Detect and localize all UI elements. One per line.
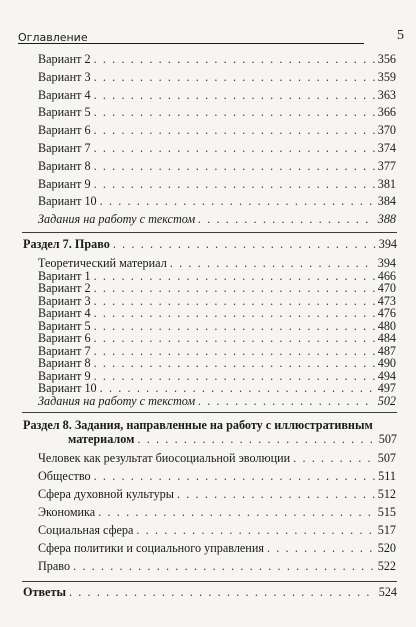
toc-entry: [38, 70, 396, 85]
page-number: 5: [397, 28, 404, 43]
toc-entry-page: 384: [377, 194, 396, 208]
toc-entry-label: Вариант 7: [38, 141, 91, 155]
toc-entry-label: Вариант 9: [38, 177, 91, 191]
leader-dots: [73, 559, 375, 574]
toc-entry-text-tasks: [38, 394, 396, 409]
toc-entry-page: 497: [377, 381, 396, 395]
toc-entry-page: 377: [377, 159, 396, 173]
leader-dots: [94, 70, 375, 85]
toc-entry-label: Вариант 10: [38, 381, 97, 395]
toc-entry: [38, 194, 396, 209]
answers-heading: [23, 585, 397, 600]
toc-entry: [38, 123, 396, 138]
toc-entry-page: 370: [377, 123, 396, 137]
leader-dots: [94, 88, 375, 103]
toc-entry-page: 466: [377, 269, 396, 283]
toc-entry-page: 520: [377, 541, 396, 555]
toc-entry-label: Социальная сфера: [38, 523, 134, 537]
toc-entry-label: Вариант 5: [38, 319, 91, 333]
toc-entry-page: 394: [377, 256, 396, 270]
section-page: 507: [378, 432, 397, 446]
toc-entry-label: Вариант 2: [38, 281, 91, 295]
toc-entry-page: 366: [377, 105, 396, 119]
section-8-heading-cont: [68, 432, 397, 447]
toc-entry-label: Вариант 3: [38, 70, 91, 84]
toc-entry-label: Теоретический материал: [38, 256, 167, 270]
leader-dots: [94, 105, 375, 120]
toc-entry-label: Сфера духовной культуры: [38, 487, 174, 501]
leader-dots: [98, 505, 375, 520]
toc-entry: [38, 469, 396, 484]
toc-entry-label: Вариант 7: [38, 344, 91, 358]
leader-dots: [198, 394, 375, 409]
leader-dots: [198, 212, 375, 227]
toc-entry-label: Вариант 4: [38, 306, 91, 320]
toc-entry-page: 487: [377, 344, 396, 358]
section-8-heading: [23, 418, 397, 433]
section-title: Раздел 8. Задания, направленные на работу с иллюстративным: [23, 418, 373, 432]
toc-entry: [38, 88, 396, 103]
toc-entry-label: Вариант 5: [38, 105, 91, 119]
leader-dots: [94, 141, 375, 156]
running-head-title: Оглавление: [18, 31, 88, 44]
leader-dots: [267, 541, 375, 556]
toc-entry-label: Вариант 6: [38, 331, 91, 345]
toc-entry: [38, 541, 396, 556]
toc-entry-label: Общество: [38, 469, 91, 483]
toc-entry: [38, 559, 396, 574]
toc-entry-label: Вариант 3: [38, 294, 91, 308]
toc-entry-label: Вариант 2: [38, 52, 91, 66]
toc-entry-page: 507: [377, 451, 396, 465]
section-page: 394: [378, 237, 397, 251]
toc-entry-page: 511: [378, 469, 396, 483]
toc-entry: [38, 177, 396, 192]
toc-entry-label: Вариант 10: [38, 194, 97, 208]
toc-entry-label: Вариант 4: [38, 88, 91, 102]
toc-entry: [38, 105, 396, 120]
toc-entry: [38, 451, 396, 466]
leader-dots: [293, 451, 375, 466]
toc-entry-page: 522: [377, 559, 396, 573]
toc-entry-page: 490: [377, 356, 396, 370]
toc-entry-page: 470: [377, 281, 396, 295]
toc-entry: [38, 141, 396, 156]
section-title: Ответы: [23, 585, 66, 599]
toc-entry-label: Задания на работу с текстом: [38, 394, 196, 408]
toc-entry-label: Вариант 1: [38, 269, 91, 283]
leader-dots: [94, 159, 375, 174]
leader-dots: [136, 523, 374, 538]
toc-entry-page: 374: [377, 141, 396, 155]
leader-dots: [94, 123, 375, 138]
leader-dots: [94, 52, 375, 67]
section-divider: [22, 581, 397, 582]
toc-entry-label: Экономика: [38, 505, 96, 519]
toc-entry-page: 480: [377, 319, 396, 333]
toc-entry-page: 517: [377, 523, 396, 537]
header-rule: [18, 43, 364, 44]
toc-entry: [38, 523, 396, 538]
toc-entry-label: Человек как результат биосоциальной эволюции: [38, 451, 291, 465]
section-page: 524: [378, 585, 397, 599]
toc-entry-page: 388: [377, 212, 396, 226]
leader-dots: [177, 487, 375, 502]
toc-entry-page: 484: [377, 331, 396, 345]
toc-entry-page: 515: [377, 505, 396, 519]
toc-entry-label: Сфера политики и социального управления: [38, 541, 264, 555]
toc-entry: [38, 505, 396, 520]
leader-dots: [113, 237, 376, 252]
toc-entry-label: Вариант 8: [38, 356, 91, 370]
toc-entry-page: 381: [377, 177, 396, 191]
leader-dots: [100, 194, 375, 209]
toc-entry-label: Задания на работу с текстом: [38, 212, 196, 226]
toc-entry-page: 359: [377, 70, 396, 84]
toc-entry-page: 494: [377, 369, 396, 383]
toc-entry-page: 502: [377, 394, 396, 408]
section-title: Раздел 7. Право: [23, 237, 110, 251]
toc-entry-text-tasks: [38, 212, 396, 227]
toc-entry-page: 476: [377, 306, 396, 320]
section-divider: [22, 232, 397, 233]
toc-entry-page: 363: [377, 88, 396, 102]
toc-entry-page: 356: [377, 52, 396, 66]
section-divider: [22, 412, 397, 413]
leader-dots: [69, 585, 376, 600]
toc-entry-label: Вариант 6: [38, 123, 91, 137]
section-7-heading: [23, 237, 397, 252]
toc-entry-page: 512: [377, 487, 396, 501]
toc-entry: [38, 159, 396, 174]
toc-entry-label: Вариант 8: [38, 159, 91, 173]
leader-dots: [137, 432, 375, 447]
leader-dots: [94, 177, 375, 192]
toc-entry-page: 473: [377, 294, 396, 308]
toc-entry: [38, 487, 396, 502]
toc-entry: [38, 52, 396, 67]
toc-entry-label: Вариант 9: [38, 369, 91, 383]
section-title-cont: материалом: [68, 432, 135, 446]
leader-dots: [94, 469, 376, 484]
toc-entry-label: Право: [38, 559, 71, 573]
